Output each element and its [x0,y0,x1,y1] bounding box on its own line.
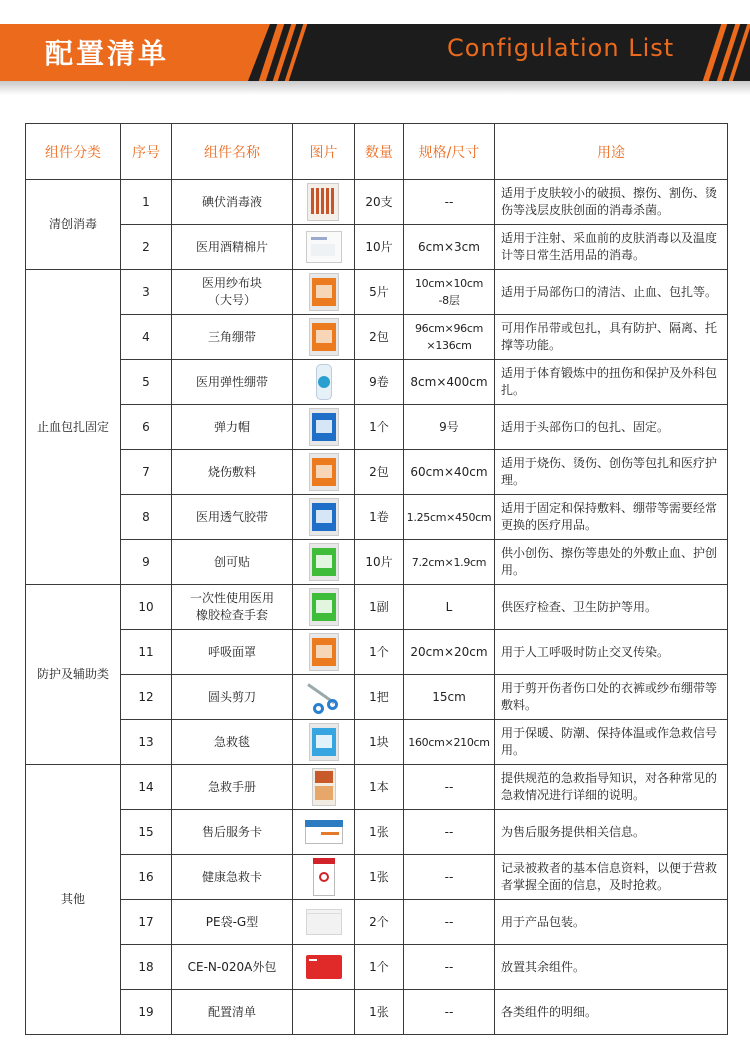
item-name: 急救毯 [172,720,293,765]
item-number: 11 [121,630,172,675]
item-number: 16 [121,855,172,900]
table-row [26,945,728,990]
green-item-image [305,587,343,627]
table-row [26,810,728,855]
item-name: 配置清单 [172,990,293,1035]
header-category: 组件分类 [26,124,121,180]
item-picture [293,495,355,540]
item-name: 医用弹性绷带 [172,360,293,405]
item-name: 圆头剪刀 [172,675,293,720]
page-title: 配置清单 [45,37,170,70]
item-name: 三角绷带 [172,315,293,360]
item-usage: 提供规范的急救指导知识，对各种常见的急救情况进行详细的说明。 [495,765,728,810]
category-cell: 止血包扎固定 [26,270,121,585]
item-usage: 用于保暖、防潮、保持体温或作急救信号用。 [495,720,728,765]
item-usage: 适用于局部伤口的清洁、止血、包扎等。 [495,270,728,315]
banner-shadow [0,81,750,95]
item-name: PE袋-G型 [172,900,293,945]
item-spec: 8cm×400cm [404,360,495,405]
item-picture [293,540,355,585]
category-cell: 其他 [26,765,121,1035]
item-usage: 适用于体育锻炼中的扭伤和保护及外科包扎。 [495,360,728,405]
blue-item-image [305,407,343,447]
item-number: 5 [121,360,172,405]
table-row [26,675,728,720]
item-picture [293,405,355,450]
header-number: 序号 [121,124,172,180]
item-quantity: 10片 [355,225,404,270]
redcard-item-image [305,857,343,897]
page-title-en: Configulation List [447,34,675,62]
table-row [26,270,728,315]
table-row [26,495,728,540]
bag-item-image [305,902,343,942]
header-picture: 图片 [293,124,355,180]
item-picture [293,945,355,990]
table-row [26,630,728,675]
item-picture [293,360,355,405]
item-quantity: 1卷 [355,495,404,540]
item-name: 呼吸面罩 [172,630,293,675]
book-item-image [305,767,343,807]
item-spec: -- [404,810,495,855]
item-usage: 可用作吊带或包扎，具有防护、隔离、托撑等功能。 [495,315,728,360]
item-quantity: 1块 [355,720,404,765]
item-name: 售后服务卡 [172,810,293,855]
table-row [26,540,728,585]
item-spec: -- [404,855,495,900]
item-spec: 15cm [404,675,495,720]
table-row [26,900,728,945]
item-quantity: 1张 [355,810,404,855]
orange-item-image [305,317,343,357]
item-picture [293,630,355,675]
item-number: 8 [121,495,172,540]
item-usage: 用于剪开伤者伤口处的衣裤或纱布绷带等敷料。 [495,675,728,720]
item-usage: 为售后服务提供相关信息。 [495,810,728,855]
table-row [26,180,728,225]
item-quantity: 5片 [355,270,404,315]
item-usage: 放置其余组件。 [495,945,728,990]
item-quantity: 1个 [355,630,404,675]
item-quantity: 1副 [355,585,404,630]
item-picture [293,765,355,810]
orange-item-image [305,632,343,672]
item-number: 6 [121,405,172,450]
item-spec: -- [404,945,495,990]
item-quantity: 1个 [355,405,404,450]
lightblue-item-image [305,722,343,762]
item-quantity: 2个 [355,900,404,945]
item-number: 2 [121,225,172,270]
table-row [26,405,728,450]
item-usage: 供医疗检查、卫生防护等用。 [495,585,728,630]
roll-item-image [305,362,343,402]
item-picture [293,900,355,945]
item-spec: 10cm×10cm -8层 [404,270,495,315]
item-name: 医用纱布块 （大号） [172,270,293,315]
item-quantity: 2包 [355,450,404,495]
item-number: 9 [121,540,172,585]
item-picture [293,225,355,270]
item-name: CE-N-020A外包 [172,945,293,990]
item-spec: -- [404,900,495,945]
header-usage: 用途 [495,124,728,180]
item-quantity: 10片 [355,540,404,585]
item-number: 15 [121,810,172,855]
orange-item-image [305,272,343,312]
item-spec: 9号 [404,405,495,450]
item-picture [293,810,355,855]
table-row [26,855,728,900]
item-spec: 1.25cm×450cm [404,495,495,540]
item-name: 弹力帽 [172,405,293,450]
item-spec: 60cm×40cm [404,450,495,495]
white-item-image [305,227,343,267]
table-row [26,765,728,810]
item-number: 19 [121,990,172,1035]
item-number: 10 [121,585,172,630]
item-picture [293,855,355,900]
scissors-item-image [305,677,343,717]
iodine-item-image [305,182,343,222]
item-usage: 用于产品包装。 [495,900,728,945]
item-usage: 适用于皮肤较小的破损、擦伤、割伤、烫伤等浅层皮肤创面的消毒杀菌。 [495,180,728,225]
category-cell: 防护及辅助类 [26,585,121,765]
item-name: 碘伏消毒液 [172,180,293,225]
header-name: 组件名称 [172,124,293,180]
item-usage: 供小创伤、擦伤等患处的外敷止血、护创用。 [495,540,728,585]
table-row [26,720,728,765]
item-spec: -- [404,990,495,1035]
item-picture [293,315,355,360]
item-name: 烧伤敷料 [172,450,293,495]
item-number: 1 [121,180,172,225]
item-spec: 6cm×3cm [404,225,495,270]
item-name: 医用透气胶带 [172,495,293,540]
item-usage: 适用于注射、采血前的皮肤消毒以及温度计等日常生活用品的消毒。 [495,225,728,270]
item-usage: 各类组件的明细。 [495,990,728,1035]
item-usage: 记录被救者的基本信息资料，以便于营救者掌握全面的信息，及时抢救。 [495,855,728,900]
item-name: 医用酒精棉片 [172,225,293,270]
header-quantity: 数量 [355,124,404,180]
item-spec: 20cm×20cm [404,630,495,675]
item-usage: 适用于固定和保持敷料、绷带等需要经常更换的医疗用品。 [495,495,728,540]
header-spec: 规格/尺寸 [404,124,495,180]
item-picture [293,270,355,315]
item-name: 一次性使用医用 橡胶检查手套 [172,585,293,630]
item-spec: -- [404,765,495,810]
blue-item-image [305,497,343,537]
item-name: 创可贴 [172,540,293,585]
item-number: 12 [121,675,172,720]
green-item-image [305,542,343,582]
item-number: 4 [121,315,172,360]
table-header-row [26,124,728,180]
configuration-table [25,123,728,1035]
item-picture [293,990,355,1035]
item-quantity: 20支 [355,180,404,225]
item-number: 3 [121,270,172,315]
item-number: 17 [121,900,172,945]
header-banner [0,24,750,81]
redpack-item-image [305,947,343,987]
item-spec: 160cm×210cm [404,720,495,765]
card-item-image [305,812,343,852]
item-number: 7 [121,450,172,495]
item-usage: 适用于头部伤口的包扎、固定。 [495,405,728,450]
table-row [26,450,728,495]
item-name: 健康急救卡 [172,855,293,900]
item-quantity: 1把 [355,675,404,720]
item-name: 急救手册 [172,765,293,810]
item-usage: 适用于烧伤、烫伤、创伤等包扎和医疗护理。 [495,450,728,495]
table-row [26,585,728,630]
table-row [26,360,728,405]
table-row [26,315,728,360]
item-spec: L [404,585,495,630]
item-spec: -- [404,180,495,225]
item-picture [293,180,355,225]
item-number: 14 [121,765,172,810]
item-quantity: 1本 [355,765,404,810]
item-quantity: 9卷 [355,360,404,405]
item-quantity: 1张 [355,990,404,1035]
category-cell: 清创消毒 [26,180,121,270]
item-quantity: 1个 [355,945,404,990]
item-quantity: 2包 [355,315,404,360]
item-number: 18 [121,945,172,990]
item-spec: 7.2cm×1.9cm [404,540,495,585]
item-spec: 96cm×96cm ×136cm [404,315,495,360]
orange-item-image [305,452,343,492]
item-quantity: 1张 [355,855,404,900]
table-row [26,225,728,270]
item-picture [293,585,355,630]
item-picture [293,720,355,765]
item-picture [293,450,355,495]
item-number: 13 [121,720,172,765]
table-row [26,990,728,1035]
item-picture [293,675,355,720]
item-usage: 用于人工呼吸时防止交叉传染。 [495,630,728,675]
